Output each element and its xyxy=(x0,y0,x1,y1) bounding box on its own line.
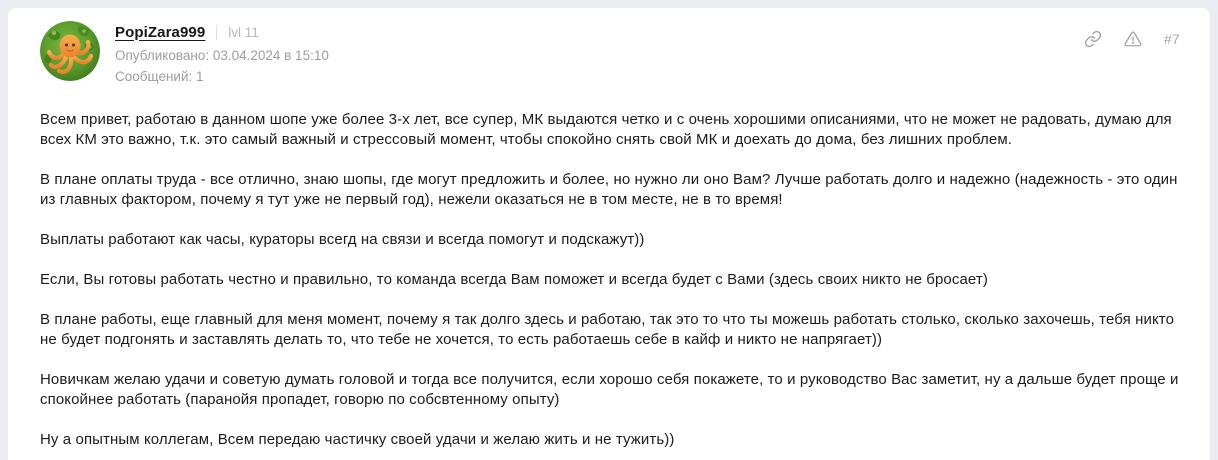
post-paragraph: В плане оплаты труда - все отлично, знаю шопы, где могут предложить и более, но нужно ли оно Вам? Лучше работать долго и надежно (надежность - это один из главных фактором, почему я тут уже не первый год), нежели оказаться не в том месте, не в то время! xyxy=(40,171,1178,208)
post-paragraph: Выплаты работают как часы, кураторы всегд на связи и всегда помогут и подскажут)) xyxy=(40,231,645,248)
published-date: Опубликовано: 03.04.2024 в 15:10 xyxy=(115,48,329,63)
user-info xyxy=(115,21,329,84)
post-body xyxy=(40,110,1180,450)
post-actions xyxy=(1084,21,1180,48)
octopus-avatar-image xyxy=(40,21,100,81)
report-warning-icon[interactable] xyxy=(1124,30,1142,48)
user-level: lvl 11 xyxy=(228,24,259,40)
post-paragraph: Новичкам желаю удачи и советую думать головой и тогда все получится, если хорошо себя покажете, то и руководство Вас заметит, ну а дальше будет проще и спокойнее работать (паранойя пропадет, говорю по собсвтенному опыту) xyxy=(40,371,1179,408)
post-number: #7 xyxy=(1163,31,1180,47)
post-paragraph: Ну а опытным коллегам, Всем передаю частичку своей удачи и желаю жить и не тужить)) xyxy=(40,431,675,448)
forum-post-card xyxy=(8,8,1210,460)
messages-count: Сообщений: 1 xyxy=(115,69,204,84)
post-paragraph: Всем привет, работаю в данном шопе уже более 3-х лет, все супер, МК выдаются четко и с очень хорошими описаниями, что не может не радовать, думаю для всех КМ это важно, т.к. это самый важный и стрессовый момент, чтобы спокойно снять свой МК и доехать до дома, без лишних проблем. xyxy=(40,111,1172,148)
username-link[interactable]: PopiZara999 xyxy=(115,23,206,41)
avatar[interactable] xyxy=(40,21,100,81)
copy-link-icon[interactable] xyxy=(1084,30,1102,48)
post-paragraph: В плане работы, еще главный для меня момент, почему я так долго здесь и работаю, так это то что ты можешь работать столько, сколько захочешь, тебя никто не будет подгонять и заставлять делать то, что тебе не хочется, то есть работаешь себе в кайф и никто не напрягает)) xyxy=(40,311,1175,348)
header-divider xyxy=(216,25,217,40)
post-paragraph: Если, Вы готовы работать честно и правильно, то команда всегда Вам поможет и всегда будет с Вами (здесь своих никто не бросает) xyxy=(40,271,988,288)
post-header xyxy=(40,21,1180,84)
